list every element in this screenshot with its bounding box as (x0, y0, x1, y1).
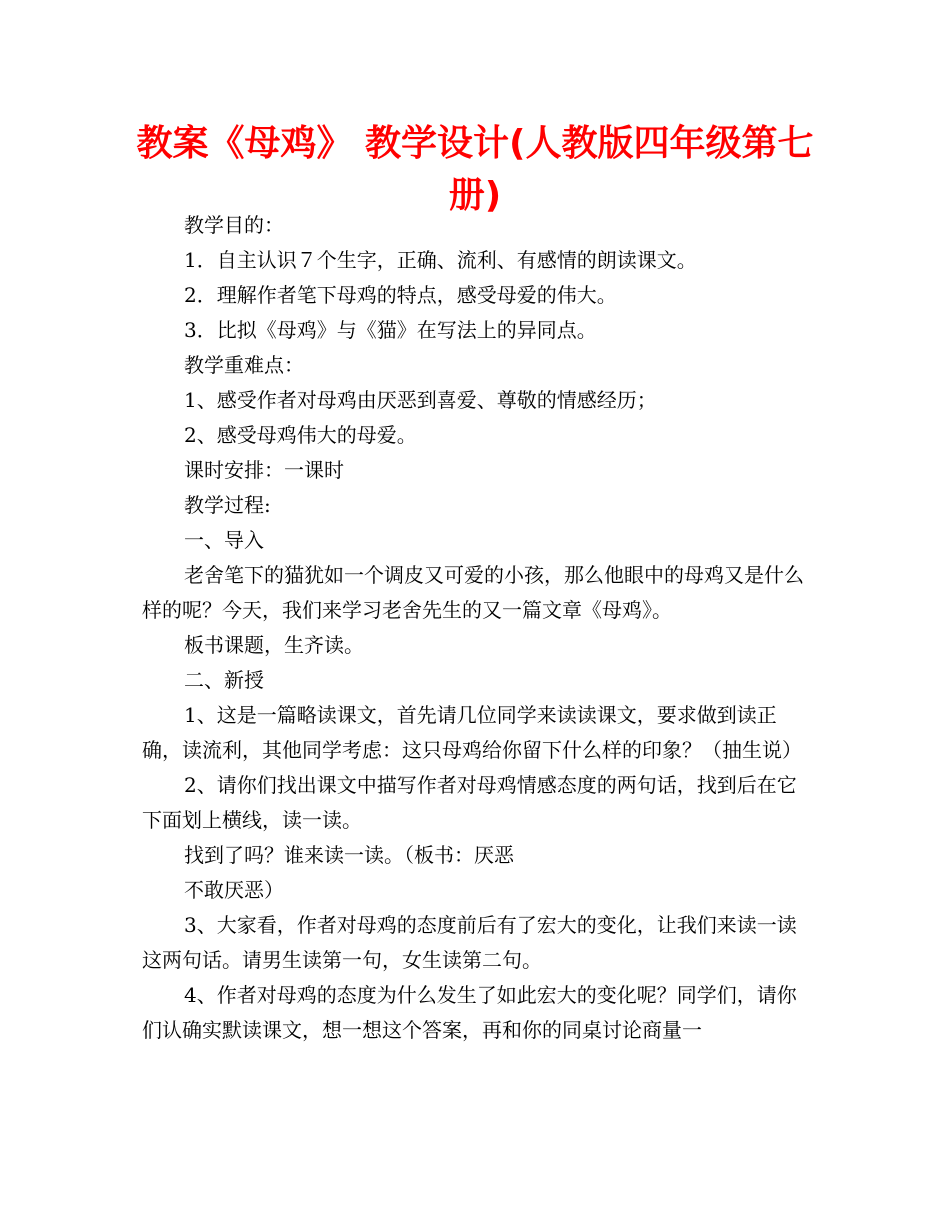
paragraph-process-heading: 教学过程: (184, 493, 271, 517)
paragraph-step-2-followup: 找到了吗？谁来读一读。（板书：厌恶 (184, 843, 514, 867)
paragraph-objective-1: 1．自主认识７个生字，正确、流利、有感情的朗读课文。 (184, 248, 697, 272)
paragraph-schedule: 课时安排：一课时 (184, 458, 344, 482)
paragraph-keypoints-heading: 教学重难点： (184, 353, 304, 377)
paragraph-step-1: 1、这是一篇略读课文，首先请几位同学来读读课文，要求做到读正确，读流利，其他同学考虑：这只母鸡给你留下什么样的印象？（抽生说） (142, 703, 802, 762)
paragraph-step-3: 3、大家看，作者对母鸡的态度前后有了宏大的变化，让我们来读一读这两句话。请男生读第一句，女生读第二句。 (142, 913, 797, 972)
paragraph-keypoint-2: 2、感受母鸡伟大的母爱。 (184, 423, 417, 447)
paragraph-section-new: 二、新授 (184, 668, 264, 692)
paragraph-board-title: 板书课题，生齐读。 (184, 633, 364, 657)
paragraph-intro-text: 老舍笔下的猫犹如一个调皮又可爱的小孩，那么他眼中的母鸡又是什么样的呢？今天，我们来学习老舍先生的又一篇文章《母鸡》。 (142, 563, 804, 622)
paragraph-step-4: 4、作者对母鸡的态度为什么发生了如此宏大的变化呢？同学们，请你们认确实默读课文，想一想这个答案，再和你的同桌讨论商量一 (142, 983, 797, 1042)
paragraph-objectives-heading: 教学目的： (184, 213, 284, 237)
paragraph-section-intro: 一、导入 (184, 528, 264, 552)
paragraph-step-2-board: 不敢厌恶） (184, 878, 284, 902)
paragraph-objective-3: 3．比拟《母鸡》与《猫》在写法上的异同点。 (184, 318, 597, 342)
paragraph-objective-2: 2．理解作者笔下母鸡的特点，感受母爱的伟大。 (184, 283, 617, 307)
paragraph-step-2: 2、请你们找出课文中描写作者对母鸡情感态度的两句话，找到后在它下面划上横线，读一读。 (142, 773, 797, 832)
paragraph-keypoint-1: 1、感受作者对母鸡由厌恶到喜爱、尊敬的情感经历； (184, 388, 657, 412)
document-title: 教案《母鸡》 教学设计(人教版四年级第七册) (136, 123, 814, 216)
document-body (142, 208, 812, 1048)
